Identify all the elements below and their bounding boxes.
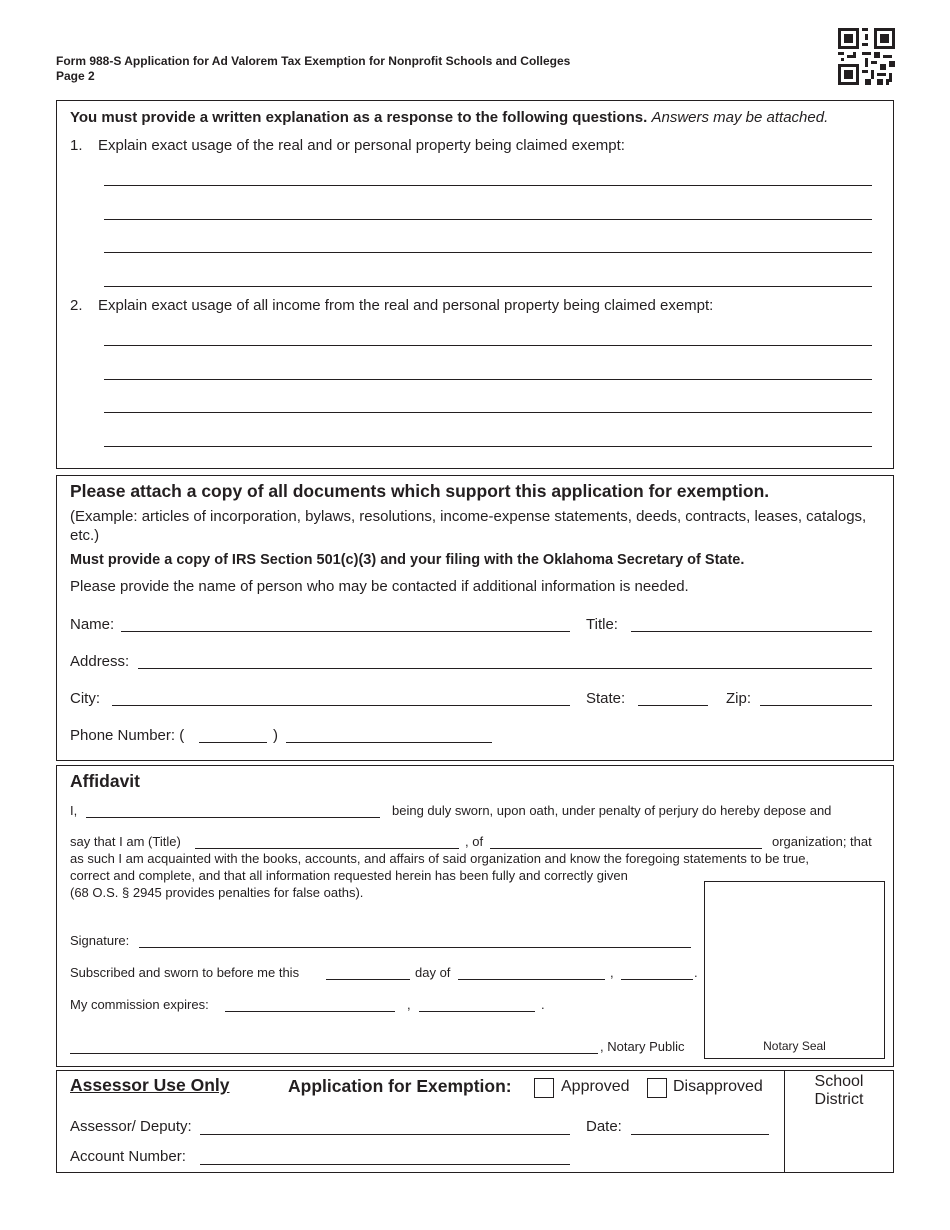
name-label: Name:: [70, 616, 115, 633]
date-comma: ,: [610, 965, 614, 980]
zip-label: Zip:: [726, 690, 752, 707]
irs-note: Must provide a copy of IRS Section 501(c)(3) and your filing with the Oklahoma Secretary of State.: [70, 552, 745, 568]
answer-2-line[interactable]: [104, 446, 872, 447]
affiant-prefix: I,: [70, 803, 78, 818]
account-number-label: Account Number:: [70, 1148, 186, 1165]
answer-1-line[interactable]: [104, 219, 872, 220]
sworn-year-field[interactable]: [621, 979, 693, 980]
subscribed-label: Subscribed and sworn to before me this: [70, 965, 300, 980]
name-field[interactable]: [121, 631, 570, 632]
phone-area-code-field[interactable]: [199, 742, 267, 743]
question-1-number: 1.: [70, 137, 83, 154]
assessor-deputy-field[interactable]: [200, 1134, 570, 1135]
application-exemption-label: Application for Exemption:: [288, 1076, 512, 1096]
commission-label: My commission expires:: [70, 997, 209, 1012]
signature-label: Signature:: [70, 933, 130, 948]
approved-checkbox[interactable]: [534, 1078, 554, 1098]
city-label: City:: [70, 690, 100, 707]
school-district-label: School District: [814, 1073, 864, 1108]
city-field[interactable]: [112, 705, 570, 706]
notary-seal-label: Notary Seal: [763, 1039, 826, 1053]
assessor-date-field[interactable]: [631, 1134, 769, 1135]
affiant-name-field[interactable]: [86, 817, 380, 818]
documents-example: (Example: articles of incorporation, bylaws, resolutions, income-expense statements, deeds, contracts, leases, catalogs, etc.): [70, 508, 867, 544]
phone-close-paren: ): [273, 727, 278, 744]
date-period: .: [694, 965, 698, 980]
address-field[interactable]: [138, 668, 872, 669]
approved-label: Approved: [561, 1078, 630, 1095]
phone-number-field[interactable]: [286, 742, 492, 743]
phone-label: Phone Number: (: [70, 727, 185, 744]
affidavit-oath-text: being duly sworn, upon oath, under penalty of perjury do hereby depose and: [392, 803, 832, 818]
title-label: Title:: [586, 616, 618, 633]
questions-section: [56, 100, 894, 469]
commission-comma: ,: [407, 997, 411, 1012]
affidavit-body-line: as such I am acquainted with the books, accounts, and affairs of said organization and know the foregoing statements to be true,: [70, 851, 810, 866]
commission-period: .: [541, 997, 545, 1012]
question-2-text: Explain exact usage of all income from the real and personal property being claimed exempt:: [98, 297, 714, 314]
page-number: Page 2: [56, 69, 95, 83]
assessor-deputy-label: Assessor/ Deputy:: [70, 1118, 192, 1135]
affidavit-body-line: correct and complete, and that all information requested herein has been fully and correctly given: [70, 868, 628, 883]
school-district-divider: [784, 1070, 785, 1173]
contact-note: Please provide the name of person who may be contacted if additional information is needed.: [70, 578, 689, 595]
answer-1-line[interactable]: [104, 252, 872, 253]
answer-2-line[interactable]: [104, 412, 872, 413]
title-field[interactable]: [631, 631, 872, 632]
notary-seal-box: [704, 881, 885, 1059]
documents-heading: Please attach a copy of all documents which support this application for exemption.: [70, 481, 770, 501]
answer-2-line[interactable]: [104, 345, 872, 346]
sworn-day-field[interactable]: [326, 979, 410, 980]
disapproved-label: Disapproved: [673, 1078, 763, 1095]
answer-1-line[interactable]: [104, 185, 872, 186]
affiant-title-field[interactable]: [195, 848, 459, 849]
signature-field[interactable]: [139, 947, 691, 948]
day-of-label: day of: [415, 965, 451, 980]
qr-code-icon: [838, 28, 895, 85]
questions-intro: You must provide a written explanation as a response to the following questions. Answers may be attached.: [70, 109, 829, 126]
commission-year-field[interactable]: [419, 1011, 535, 1012]
answer-2-line[interactable]: [104, 379, 872, 380]
state-label: State:: [586, 690, 626, 707]
notary-signature-field[interactable]: [70, 1053, 598, 1054]
sworn-month-field[interactable]: [458, 979, 605, 980]
form-title: Form 988-S Application for Ad Valorem Tax Exemption for Nonprofit Schools and Colleges: [56, 54, 571, 68]
organization-field[interactable]: [490, 848, 762, 849]
notary-public-label: , Notary Public: [600, 1039, 685, 1054]
question-2-number: 2.: [70, 297, 83, 314]
account-number-field[interactable]: [200, 1164, 570, 1165]
zip-field[interactable]: [760, 705, 872, 706]
affidavit-body-line: (68 O.S. § 2945 provides penalties for false oaths).: [70, 885, 364, 900]
address-label: Address:: [70, 653, 130, 670]
affidavit-heading: Affidavit: [70, 771, 140, 791]
organization-suffix: organization; that: [772, 834, 872, 849]
affiant-title-label: say that I am (Title): [70, 834, 181, 849]
state-field[interactable]: [638, 705, 708, 706]
assessor-heading: Assessor Use Only: [70, 1075, 230, 1095]
answer-1-line[interactable]: [104, 286, 872, 287]
question-1-text: Explain exact usage of the real and or personal property being claimed exempt:: [98, 137, 625, 154]
commission-date-field[interactable]: [225, 1011, 395, 1012]
disapproved-checkbox[interactable]: [647, 1078, 667, 1098]
assessor-date-label: Date:: [586, 1118, 622, 1135]
affiant-of-label: , of: [465, 834, 484, 849]
